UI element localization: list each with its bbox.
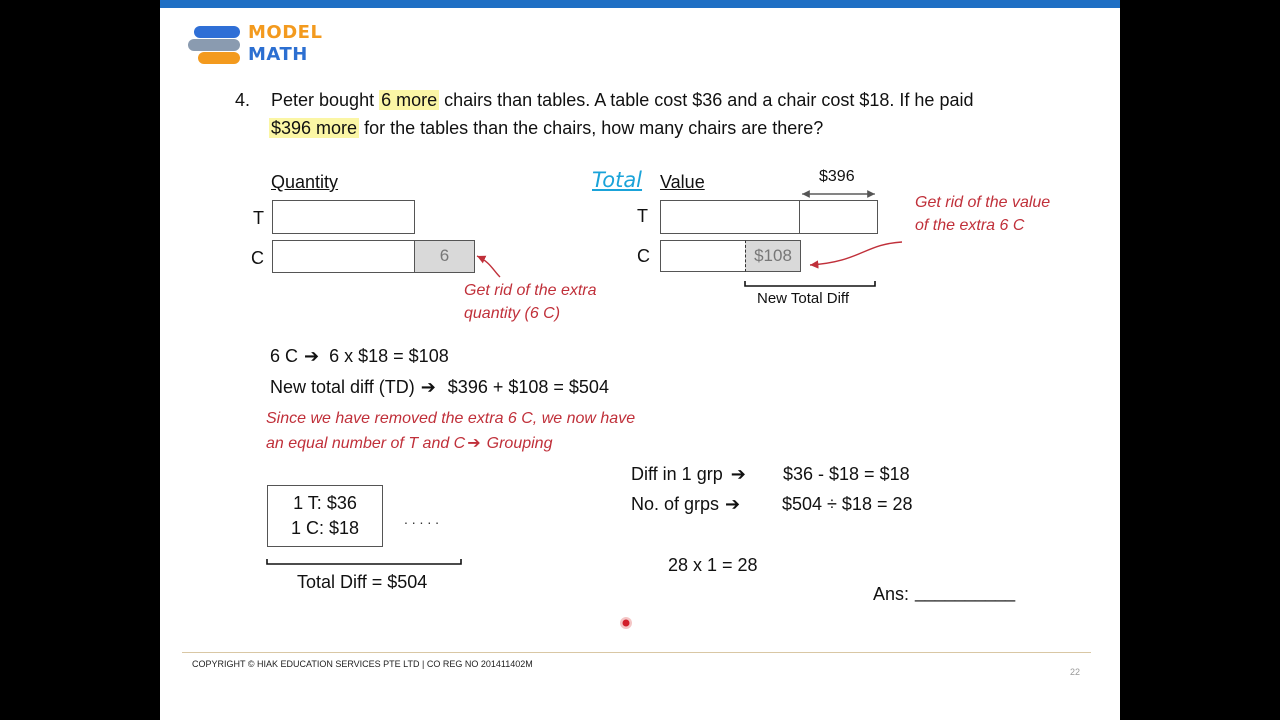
arrow-right-icon: ➔ (467, 435, 481, 452)
curved-arrow-icon (477, 256, 500, 277)
calc-diff-value: $36 - $18 = $18 (783, 464, 910, 484)
slide (160, 0, 1120, 720)
annotation-layer (160, 0, 1120, 720)
value-row-t-label: T (637, 206, 648, 226)
value-note-line2: of the extra 6 C (915, 217, 1025, 234)
working-text: 6 C (270, 346, 299, 366)
answer-blank[interactable]: __________ (915, 582, 1016, 602)
highlight-396-more: $396 more (271, 118, 358, 138)
group-line-1: 1 T: $36 (293, 493, 357, 513)
logo-line2: MATH (248, 44, 308, 65)
value-note-line1: Get rid of the value (915, 194, 1051, 211)
brace-icon (267, 559, 461, 564)
total-diff-label: Total Diff = $504 (297, 572, 428, 592)
grouping-note-line1: Since we have removed the extra 6 C, we now have (266, 410, 636, 427)
handwritten-total: Total (592, 168, 643, 192)
logo-line1: MODEL (248, 22, 323, 43)
page-number: 22 (1070, 667, 1081, 677)
value-brace-label: New Total Diff (757, 290, 849, 307)
arrow-right-icon: ➔ (725, 494, 741, 514)
working-text: New total diff (TD) (270, 377, 415, 397)
brace-icon (745, 281, 875, 286)
question-text: chairs than tables. A table cost $36 and a chair cost $18. If he paid (439, 90, 974, 110)
value-title: Value (660, 172, 705, 192)
calc-grps-value: $504 ÷ $18 = 28 (782, 494, 913, 514)
working-text: $396 + $108 = $504 (447, 377, 609, 397)
quantity-title: Quantity (271, 172, 339, 192)
footer-divider (182, 652, 1091, 653)
curved-arrow-icon (810, 242, 902, 265)
value-row-c-label: C (637, 246, 650, 266)
question-number: 4. (235, 90, 251, 110)
value-extra-chairs: $108 (745, 240, 801, 272)
question-text: for the tables than the chairs, how many chairs are there? (359, 118, 824, 138)
group-line-2: 1 C: $18 (290, 518, 360, 538)
answer-label: Ans: (873, 584, 910, 604)
arrow-right-icon: ➔ (304, 346, 320, 366)
quantity-extra-chairs: 6 (414, 240, 475, 273)
quantity-note-line2: quantity (6 C) (464, 305, 561, 322)
quantity-note-line1: Get rid of the extra (464, 282, 597, 299)
quantity-row-t-label: T (253, 208, 264, 228)
grouping-note-text: Grouping (486, 435, 553, 452)
recording-cursor-icon (620, 617, 632, 629)
arrow-right-icon: ➔ (730, 464, 746, 484)
calc-label: Diff in 1 grp (631, 464, 723, 484)
calc-label: No. of grps (631, 494, 720, 514)
highlight-6-more: 6 more (381, 90, 438, 110)
working-text: 6 x $18 = $108 (329, 346, 449, 366)
footer-copyright: COPYRIGHT © HIAK EDUCATION SERVICES PTE LTD | CO REG NO 201411402M (192, 659, 533, 669)
group-continuation-dots: . . . . . (404, 511, 440, 527)
value-diff-label: $396 (819, 168, 855, 185)
quantity-row-c-label: C (251, 248, 264, 268)
calc-chairs: 28 x 1 = 28 (668, 555, 758, 575)
grouping-note-text: an equal number of T and C (266, 435, 466, 452)
question-text: Peter bought (271, 90, 380, 110)
arrow-right-icon: ➔ (420, 377, 436, 397)
